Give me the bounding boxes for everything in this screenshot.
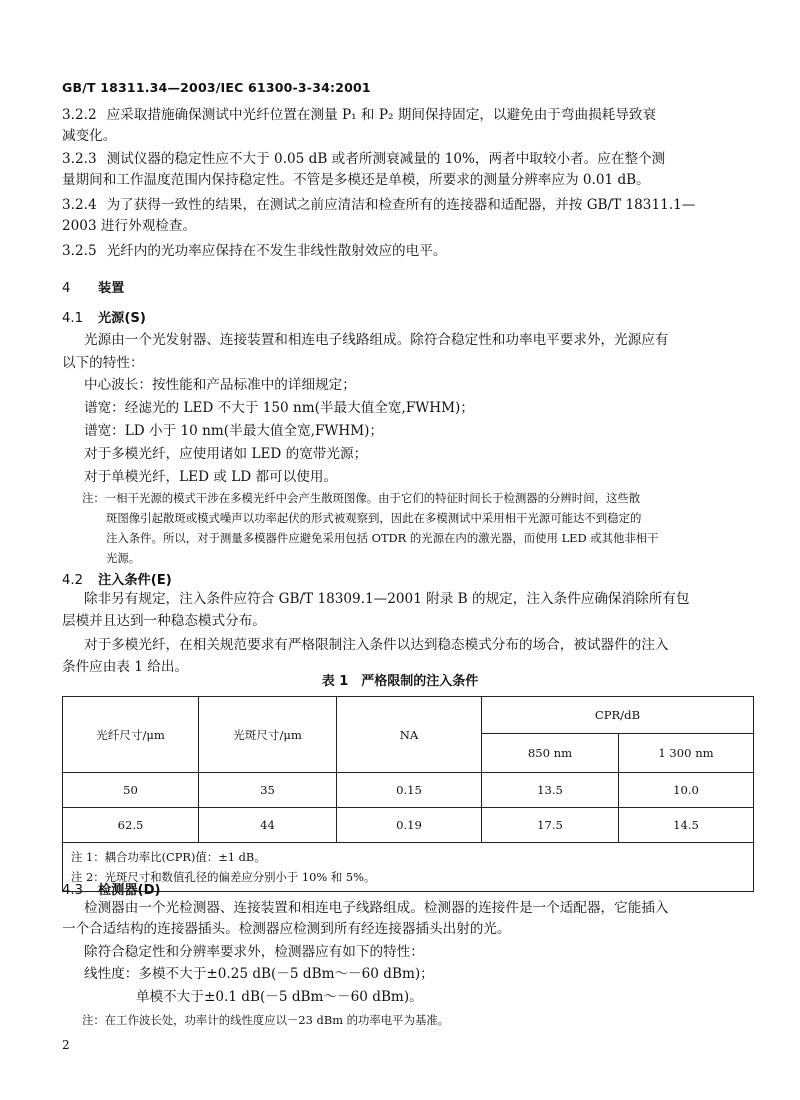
header-cpr: CPR/dB <box>482 697 754 734</box>
clause-text: 2003 进行外观检查。 <box>62 218 197 234</box>
body-line: 条件应由表 1 给出。 <box>62 659 189 675</box>
clause-number: 3.2.4 <box>62 197 97 213</box>
section-title: 光源(S) <box>98 311 146 326</box>
cell: 44 <box>199 808 337 843</box>
header-spot-size: 光斑尺寸/μm <box>199 697 337 773</box>
section-4-2-heading <box>62 569 172 588</box>
s42-p1-cont <box>62 611 752 632</box>
section-title: 注入条件(E) <box>98 573 172 588</box>
clause-text: 为了获得一致性的结果，在测试之前应清洁和检查所有的连接器和适配器，并按 GB/T 18311.1— <box>106 197 696 213</box>
clause-text: 应采取措施确保测试中光纤位置在测量 P₁ 和 P₂ 期间保持固定，以避免由于弯曲损耗导致衰 <box>106 107 657 123</box>
s42-p1 <box>84 589 752 610</box>
body-line: 检测器由一个光检测器、连接装置和相连电子线路组成。检测器的连接件是一个适配器，它能插入 <box>84 900 669 916</box>
standard-header: GB/T 18311.34—2003/IEC 61300-3-34:2001 <box>62 80 371 95</box>
clause-text: 测试仪器的稳定性应不大于 0.05 dB 或者所测衰减量的 10%，两者中取较小者。应在整个测 <box>106 151 666 167</box>
cell: 10.0 <box>619 773 754 808</box>
s41-note <box>82 488 756 568</box>
body-line: 层模并且达到一种稳态模式分布。 <box>62 613 266 629</box>
section-4-1-heading <box>62 307 146 326</box>
table-row <box>63 808 754 843</box>
page-number: 2 <box>62 1038 70 1052</box>
cell: 62.5 <box>63 808 199 843</box>
table-note: 注 1：耦合功率比(CPR)值：±1 dB。 <box>71 850 266 864</box>
clause-3-2-5 <box>62 241 752 262</box>
header-850nm: 850 nm <box>482 734 619 773</box>
clause-3-2-4 <box>62 195 752 237</box>
s43-linearity-1 <box>84 964 752 985</box>
clause-3-2-2 <box>62 105 752 147</box>
section-number: 4 <box>62 281 71 296</box>
clause-3-2-3 <box>62 149 752 191</box>
clause-text: 量期间和工作温度范围内保持稳定性。不管是多模还是单模，所要求的测量分辨率应为 0.01 dB。 <box>62 172 650 188</box>
s43-note <box>82 1010 756 1030</box>
s43-body-cont <box>62 919 752 940</box>
clause-text: 光纤内的光功率应保持在不发生非线性散射效应的电平。 <box>106 243 447 259</box>
s43-linearity-2 <box>136 987 752 1008</box>
section-4-3-heading <box>62 879 161 898</box>
table-note: 注 2：光斑尺寸和数值孔径的偏差应分别小于 10% 和 5%。 <box>71 870 376 884</box>
body-line: 单模不大于±0.1 dB(－5 dBm～－60 dBm)。 <box>136 989 423 1005</box>
s43-body <box>84 898 752 919</box>
section-number: 4.3 <box>62 883 83 898</box>
section-title: 装置 <box>98 281 125 296</box>
note-line: 注入条件。所以，对于测量多模器件应避免采用包括 OTDR 的光源在内的激光器，而使用 LED 或其他非相干 <box>106 531 659 545</box>
note-line: 注：一相干光源的模式干涉在多模光纤中会产生散斑图像。由于它们的特征时间长于检测器的分辨时间，这些散 <box>82 491 641 505</box>
body-line: 对于多模光纤，在相关规范要求有严格限制注入条件以达到稳态模式分布的场合，被试器件的注入 <box>84 637 669 653</box>
section-number: 4.1 <box>62 311 83 326</box>
body-line: 线性度：多模不大于±0.25 dB(－5 dBm～－60 dBm)； <box>84 966 434 982</box>
list-item: 谱宽：LD 小于 10 nm(半最大值全宽,FWHM)； <box>84 423 384 439</box>
list-item: 谱宽：经滤光的 LED 不大于 150 nm(半最大值全宽,FWHM)； <box>84 400 474 416</box>
cell: 14.5 <box>619 808 754 843</box>
cell: 17.5 <box>482 808 619 843</box>
clause-text: 减变化。 <box>62 128 117 144</box>
header-na: NA <box>337 697 482 773</box>
s43-p2 <box>84 942 752 963</box>
cell: 13.5 <box>482 773 619 808</box>
section-4-heading <box>62 277 124 296</box>
list-item: 中心波长：按性能和产品标准中的详细规定； <box>84 377 356 393</box>
note-line: 斑图像引起散斑或模式噪声以功率起伏的形式被观察到，因此在多模测试中采用相干光源可能达不到稳定的 <box>106 511 642 525</box>
cell: 50 <box>63 773 199 808</box>
table-1 <box>62 696 754 892</box>
section-title: 检测器(D) <box>98 883 161 898</box>
header-fiber-size: 光纤尺寸/μm <box>63 697 199 773</box>
table-caption: 表 1 严格限制的注入条件 <box>321 674 479 689</box>
section-number: 4.2 <box>62 573 83 588</box>
header-1300nm: 1 300 nm <box>619 734 754 773</box>
clause-number: 3.2.2 <box>62 107 97 123</box>
clause-number: 3.2.3 <box>62 151 97 167</box>
body-line: 光源由一个光发射器、连接装置和相连电子线路组成。除符合稳定性和功率电平要求外，光源应有 <box>84 332 669 348</box>
s41-items <box>84 375 752 490</box>
note-line: 注：在工作波长处，功率计的线性度应以－23 dBm 的功率电平为基准。 <box>82 1013 450 1027</box>
body-line: 除符合稳定性和分辨率要求外，检测器应有如下的特性： <box>84 944 424 960</box>
table-row <box>63 773 754 808</box>
s42-p2 <box>84 635 752 656</box>
s41-body <box>84 330 752 351</box>
clause-number: 3.2.5 <box>62 243 97 259</box>
list-item: 对于单模光纤，LED 或 LD 都可以使用。 <box>84 469 338 485</box>
cell: 0.15 <box>337 773 482 808</box>
cell: 35 <box>199 773 337 808</box>
cell: 0.19 <box>337 808 482 843</box>
body-line: 除非另有规定，注入条件应符合 GB/T 18309.1—2001 附录 B 的规定，注入条件应确保消除所有包 <box>84 591 690 607</box>
note-line: 光源。 <box>106 551 141 565</box>
body-line: 以下的特性： <box>62 355 144 371</box>
list-item: 对于多模光纤，应使用诸如 LED 的宽带光源； <box>84 446 368 462</box>
s41-body-cont <box>62 353 752 374</box>
body-line: 一个合适结构的连接器插头。检测器应检测到所有经连接器插头出射的光。 <box>62 921 511 937</box>
table-notes <box>63 843 754 892</box>
